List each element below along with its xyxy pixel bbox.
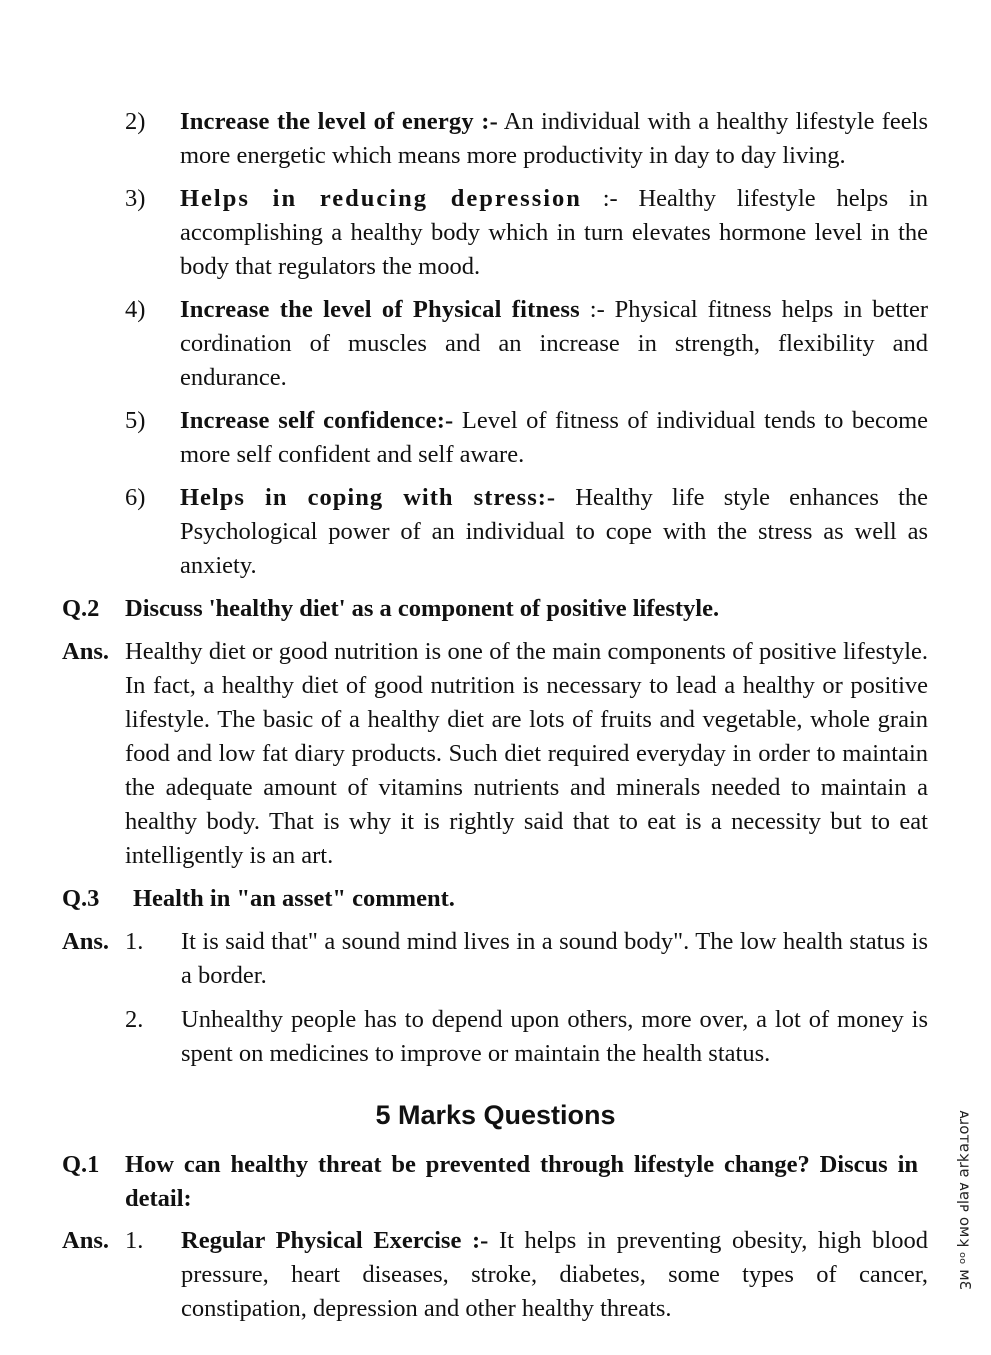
- list-item-number: 6): [125, 484, 146, 511]
- point-number: 1.: [125, 928, 144, 955]
- list-item-title: Helps in coping with stress:-: [180, 484, 557, 511]
- list-item-body: Level of fitness of individual tends to become more self confident and self aware.: [180, 407, 929, 468]
- question-q3: [62, 882, 928, 916]
- answer-q3-point-2: [62, 1003, 928, 1071]
- list-item-text: [180, 481, 928, 583]
- list-item-number: 4): [125, 296, 146, 323]
- list-item-body: An individual with a healthy lifestyle feels more energetic which means more productivity in day to day living.: [180, 108, 929, 169]
- question-5marks-q1: [62, 1148, 928, 1216]
- list-item-number: 5): [125, 407, 146, 434]
- list-item: [125, 105, 928, 173]
- list-item-title: Increase the level of Physical fitness: [180, 296, 580, 323]
- list-item: [125, 404, 928, 472]
- list-item: [125, 481, 928, 583]
- point-text: It is said that" a sound mind lives in a sound body". The low health status is a border.: [181, 928, 928, 989]
- point-number: 2.: [125, 1006, 144, 1033]
- answer-q2: [62, 635, 928, 873]
- point-title: Regular Physical Exercise :-: [181, 1227, 489, 1254]
- list-item: [125, 182, 928, 284]
- answer-5marks-q1: [62, 1224, 928, 1326]
- list-item-body: :- Physical fitness helps in better cordination of muscles and an increase in strength, flexibility and endurance.: [180, 296, 929, 391]
- point-body: It helps in preventing obesity, high blood pressure, heart diseases, stroke, diabetes, some types of cancer, constipation, depression and other healthy threats.: [181, 1227, 928, 1322]
- list-item-title: Helps in reducing depression: [180, 185, 582, 212]
- list-item-title: Increase the level of energy :-: [180, 108, 498, 135]
- list-item-body: Healthy life style enhances the Psychological power of an individual to cope with the stress as well as anxiety.: [180, 484, 928, 579]
- list-item-text: [180, 404, 928, 472]
- answer-label: Ans.: [62, 1227, 109, 1254]
- section-title: 5 Marks Questions: [375, 1100, 616, 1130]
- list-item-text: [180, 182, 928, 284]
- question-q2: [62, 592, 928, 626]
- list-item-number: 2): [125, 108, 146, 135]
- list-item-title: Increase self confidence:-: [180, 407, 454, 434]
- list-item-text: [180, 293, 928, 395]
- answer-q3-point-1: [62, 925, 928, 993]
- point-text: [181, 1224, 928, 1326]
- question-label: Q.1: [62, 1151, 100, 1178]
- side-watermark-text: ᴀɹoᴛɐʞɹɐ ᴀɐꞁᴘ ᴏᴍʞ ₒₒ ᴍƐ: [956, 1110, 974, 1290]
- list-item-body: :- Healthy lifestyle helps in accomplishing a healthy body which in turn elevates hormone level in the body that regulators the mood.: [180, 185, 928, 280]
- side-watermark: [945, 1110, 985, 1290]
- question-label: Q.2: [62, 595, 100, 622]
- point-text: Unhealthy people has to depend upon others, more over, a lot of money is spent on medicines to improve or maintain the health status.: [181, 1006, 928, 1067]
- list-item-text: [180, 105, 928, 173]
- answer-label: Ans.: [62, 928, 109, 955]
- answer-label: Ans.: [62, 638, 109, 665]
- list-item: [125, 293, 928, 395]
- question-text: How can healthy threat be prevented through lifestyle change? Discus in detail:: [125, 1151, 918, 1212]
- question-label: Q.3: [62, 885, 100, 912]
- answer-text: Healthy diet or good nutrition is one of the main components of positive lifestyle. In fact, a healthy diet of good nutrition is necessary to lead a healthy or positive lifestyle. The basic of a healthy diet are lots of fruits and vegetable, whole grain food and low fat diary products. Such diet required everyday in order to maintain the adequate amount of vitamins nutrients and minerals needed to maintain a healthy body. That is why it is rightly said that to eat is a necessity but to eat intelligently is an art.: [125, 638, 928, 869]
- question-text: Discuss 'healthy diet' as a component of positive lifestyle.: [125, 595, 720, 622]
- question-text: Health in "an asset" comment.: [133, 885, 455, 912]
- list-item-number: 3): [125, 185, 146, 212]
- point-number: 1.: [125, 1227, 144, 1254]
